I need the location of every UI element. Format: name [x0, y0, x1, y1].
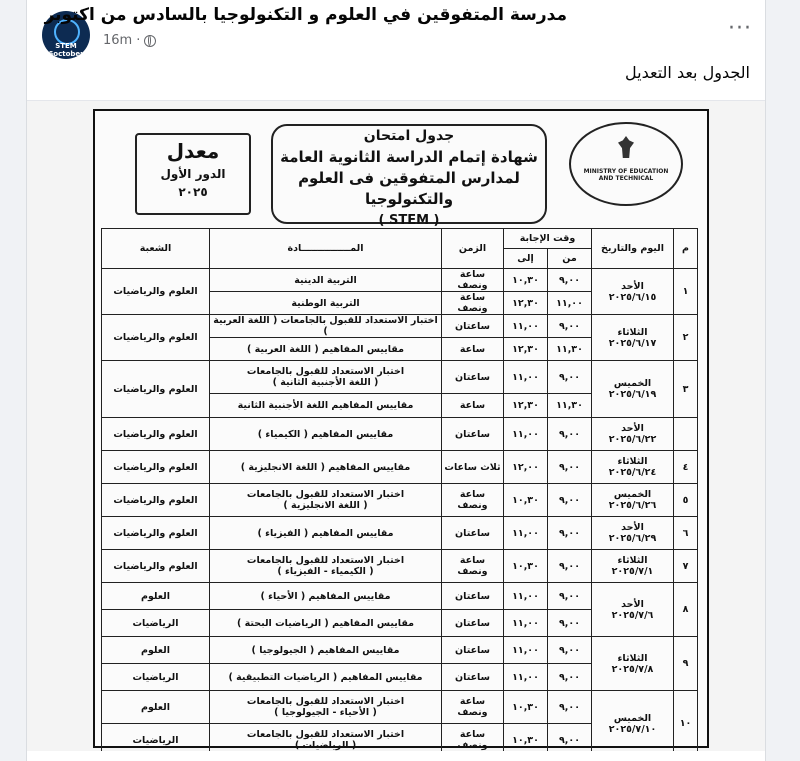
row-day-date: [592, 517, 674, 550]
col-num: م: [674, 229, 698, 269]
cell-branch: العلوم والرياضيات: [102, 484, 210, 517]
row-day-date: [592, 484, 674, 517]
post-image[interactable]: [27, 100, 765, 751]
table-row: [102, 418, 698, 451]
cell-from: ٩,٠٠: [548, 583, 592, 610]
col-branch: الشعبة: [102, 229, 210, 269]
cell-duration: ساعة ونصف: [442, 292, 504, 315]
subject-line: ( الكيمياء - الفيزياء ): [277, 566, 374, 577]
subject-line: اختبار الاستعداد للقبول بالجامعات: [246, 366, 405, 377]
cell-to: ١١,٠٠: [504, 517, 548, 550]
year-label: ٢٠٢٥: [178, 185, 208, 199]
cell-from: ٩,٠٠: [548, 610, 592, 637]
row-day: الخميس: [613, 378, 652, 389]
cell-to: ١٢,٣٠: [504, 292, 548, 315]
cell-duration: ساعتان: [442, 664, 504, 691]
cell-to: ١٢,٠٠: [504, 451, 548, 484]
cell-duration: ساعة ونصف: [442, 550, 504, 583]
header-line-3: لمدارس المتفوقين فى العلوم والتكنولوجيا: [298, 169, 520, 208]
cell-from: ٩,٠٠: [548, 361, 592, 394]
cell-branch: العلوم: [102, 691, 210, 724]
cell-from: ٩,٠٠: [548, 484, 592, 517]
cell-branch: الرياضيات: [102, 664, 210, 691]
table-row: [102, 583, 698, 610]
subject-line: ( اللغة الأجنبية الثانية ): [272, 377, 379, 388]
row-num: ٥: [674, 484, 698, 517]
table-row: [102, 691, 698, 724]
cell-to: ١٢,٣٠: [504, 394, 548, 418]
row-num: ٦: [674, 517, 698, 550]
header-line-2: شهادة إتمام الدراسة الثانوية العامة: [280, 148, 538, 166]
col-subject: المـــــــــــــــادة: [210, 229, 442, 269]
cell-branch: العلوم والرياضيات: [102, 269, 210, 315]
cell-subject: مقاييس المفاهيم اللغة الأجنبية الثانية: [210, 394, 442, 418]
row-day-date: [592, 361, 674, 418]
subject-line: ( الرياضيات ): [294, 740, 357, 751]
row-num: ٨: [674, 583, 698, 637]
table-row: [102, 637, 698, 664]
row-num: ١٠: [674, 691, 698, 752]
cell-duration: ساعة: [442, 394, 504, 418]
cell-from: ١١,٣٠: [548, 394, 592, 418]
col-duration: الزمن: [442, 229, 504, 269]
row-date: ٢٠٢٥/٧/١٠: [608, 723, 657, 735]
cell-to: ١٢,٣٠: [504, 338, 548, 361]
cell-subject: التربية الدينية: [210, 269, 442, 292]
cell-branch: الرياضيات: [102, 610, 210, 637]
header-line-1: جدول امتحان: [363, 128, 455, 144]
cell-duration: ساعة ونصف: [442, 691, 504, 724]
row-date: ٢٠٢٥/٦/١٧: [608, 337, 657, 349]
cell-subject: [210, 484, 442, 517]
row-date: ٢٠٢٥/٦/٢٢: [608, 434, 657, 445]
cell-subject: مقاييس المفاهيم ( اللغة الانجليزية ): [210, 451, 442, 484]
cell-duration: ساعة: [442, 338, 504, 361]
row-day: الثلاثاء: [617, 326, 648, 338]
row-day: الثلاثاء: [617, 652, 648, 664]
cell-duration: ساعة ونصف: [442, 269, 504, 292]
cell-branch: العلوم والرياضيات: [102, 451, 210, 484]
table-row: [102, 269, 698, 292]
cell-branch: العلوم: [102, 637, 210, 664]
cell-to: ١١,٠٠: [504, 361, 548, 394]
table-row: [102, 361, 698, 394]
more-options-button[interactable]: ···: [728, 16, 752, 41]
subject-line: اختبار الاستعداد للقبول بالجامعات: [246, 696, 405, 707]
row-date: ٢٠٢٥/٧/١: [611, 566, 654, 577]
row-num: ٣: [674, 361, 698, 418]
row-date: ٢٠٢٥/٦/٢٤: [608, 467, 657, 478]
cell-duration: ساعة ونصف: [442, 724, 504, 752]
row-day-date: [592, 315, 674, 361]
round-label: الدور الأول: [160, 167, 226, 181]
row-day-date: [592, 418, 674, 451]
cell-subject: [210, 550, 442, 583]
cell-from: ٩,٠٠: [548, 451, 592, 484]
cell-duration: ساعة ونصف: [442, 484, 504, 517]
cell-from: ٩,٠٠: [548, 550, 592, 583]
cell-duration: ساعتان: [442, 517, 504, 550]
table-row: [102, 484, 698, 517]
table-row: [102, 315, 698, 338]
row-day: الخميس: [613, 489, 652, 500]
row-date: ٢٠٢٥/٦/١٥: [608, 291, 657, 303]
col-day-date: اليوم والتاريخ: [592, 229, 674, 269]
cell-duration: ساعتان: [442, 418, 504, 451]
subject-line: اختبار الاستعداد للقبول بالجامعات: [246, 489, 405, 500]
cell-branch: العلوم والرياضيات: [102, 361, 210, 418]
cell-to: ١١,٠٠: [504, 664, 548, 691]
cell-to: ١٠,٣٠: [504, 484, 548, 517]
header-line-4: ( STEM ): [378, 213, 440, 228]
row-day: الثلاثاء: [617, 456, 648, 467]
row-num: ٧: [674, 550, 698, 583]
cell-from: ٩,٠٠: [548, 691, 592, 724]
separator-dot: ·: [136, 33, 141, 48]
row-date: ٢٠٢٥/٦/١٩: [608, 389, 657, 400]
exam-schedule-document: [93, 109, 709, 751]
cell-from: ٩,٠٠: [548, 315, 592, 338]
cell-branch: العلوم والرياضيات: [102, 517, 210, 550]
post-text: الجدول بعد التعديل: [625, 63, 750, 82]
row-num: [674, 418, 698, 451]
page-name-link[interactable]: مدرسة المتفوقين في العلوم و التكنولوجيا بالسادس من اكتوبر: [44, 5, 567, 25]
cell-to: ١١,٠٠: [504, 583, 548, 610]
row-day-date: [592, 451, 674, 484]
seal-text: MINISTRY OF EDUCATION AND TECHNICAL: [583, 168, 669, 182]
cell-subject: مقاييس المفاهيم ( الأحياء ): [210, 583, 442, 610]
cell-from: ٩,٠٠: [548, 664, 592, 691]
cell-subject: [210, 691, 442, 724]
row-day: الثلاثاء: [617, 555, 648, 566]
cell-branch: العلوم: [102, 583, 210, 610]
cell-subject: مقاييس المفاهيم ( الرياضيات البحتة ): [210, 610, 442, 637]
modified-stamp: [135, 133, 251, 215]
row-day-date: [592, 550, 674, 583]
cell-subject: [210, 724, 442, 752]
cell-duration: ساعتان: [442, 637, 504, 664]
cell-branch: العلوم والرياضيات: [102, 550, 210, 583]
cell-from: ١١,٠٠: [548, 292, 592, 315]
cell-to: ١١,٠٠: [504, 418, 548, 451]
row-day: الأحد: [621, 280, 644, 292]
cell-duration: ثلاث ساعات: [442, 451, 504, 484]
col-from: من: [548, 249, 592, 269]
cell-duration: ساعتان: [442, 583, 504, 610]
cell-from: ٩,٠٠: [548, 269, 592, 292]
eagle-icon: [618, 136, 634, 158]
cell-from: ٩,٠٠: [548, 418, 592, 451]
table-row: [102, 451, 698, 484]
subject-line: اختبار الاستعداد للقبول بالجامعات: [246, 729, 405, 740]
subject-line: ( اللغة الانجليزية ): [283, 500, 368, 511]
cell-to: ١٠,٣٠: [504, 691, 548, 724]
table-row: [102, 550, 698, 583]
row-day-date: [592, 637, 674, 691]
cell-subject: التربية الوطنية: [210, 292, 442, 315]
cell-subject: [210, 361, 442, 394]
ministry-seal-logo: [569, 122, 683, 206]
cell-to: ١١,٠٠: [504, 610, 548, 637]
cell-subject: مقاييس المفاهيم ( الكيمياء ): [210, 418, 442, 451]
row-day: الأحد: [621, 423, 644, 434]
row-date: ٢٠٢٥/٧/٦: [611, 609, 654, 621]
cell-to: ١٠,٣٠: [504, 269, 548, 292]
cell-duration: ساعتان: [442, 361, 504, 394]
row-day: الأحد: [621, 522, 644, 533]
post-time[interactable]: 16m: [103, 33, 133, 48]
row-day: الأحد: [621, 598, 644, 610]
cell-duration: ساعتان: [442, 315, 504, 338]
table-row: [102, 517, 698, 550]
post-meta: [103, 33, 156, 48]
avatar-label: STEM 6october: [48, 42, 84, 58]
row-date: ٢٠٢٥/٦/٢٦: [608, 500, 657, 511]
row-date: ٢٠٢٥/٧/٨: [611, 663, 654, 675]
cell-to: ١١,٠٠: [504, 637, 548, 664]
cell-from: ٩,٠٠: [548, 517, 592, 550]
row-day: الخميس: [613, 712, 652, 724]
cell-from: ٩,٠٠: [548, 724, 592, 752]
schedule-table: [101, 228, 698, 751]
row-num: ٩: [674, 637, 698, 691]
cell-duration: ساعتان: [442, 610, 504, 637]
cell-branch: العلوم والرياضيات: [102, 418, 210, 451]
row-num: ٤: [674, 451, 698, 484]
cell-subject: اختبار الاستعداد للقبول بالجامعات ( اللغة العربية ): [210, 315, 442, 338]
cell-to: ١٠,٣٠: [504, 550, 548, 583]
row-day-date: [592, 583, 674, 637]
cell-to: ١١,٠٠: [504, 315, 548, 338]
cell-branch: الرياضيات: [102, 724, 210, 752]
modified-title: معدل: [166, 139, 220, 163]
row-num: ٢: [674, 315, 698, 361]
cell-from: ١١,٣٠: [548, 338, 592, 361]
row-date: ٢٠٢٥/٦/٢٩: [608, 533, 657, 544]
cell-subject: مقاييس المفاهيم ( الفيزياء ): [210, 517, 442, 550]
document-header: [271, 124, 547, 228]
public-globe-icon: [144, 35, 156, 47]
cell-subject: مقاييس المفاهيم ( الرياضيات التطبيقية ): [210, 664, 442, 691]
cell-from: ٩,٠٠: [548, 637, 592, 664]
subject-line: اختبار الاستعداد للقبول بالجامعات: [246, 555, 405, 566]
cell-branch: العلوم والرياضيات: [102, 315, 210, 361]
cell-to: ١٠,٣٠: [504, 724, 548, 752]
cell-subject: مقاييس المفاهيم ( الجيولوجيا ): [210, 637, 442, 664]
row-num: ١: [674, 269, 698, 315]
cell-subject: مقاييس المفاهيم ( اللغة العربية ): [210, 338, 442, 361]
subject-line: ( الأحياء - الجيولوجيا ): [274, 707, 377, 718]
col-to: إلى: [504, 249, 548, 269]
col-answer-time: وقت الإجابة: [504, 229, 592, 249]
row-day-date: [592, 691, 674, 752]
post-card: [26, 0, 766, 761]
row-day-date: [592, 269, 674, 315]
